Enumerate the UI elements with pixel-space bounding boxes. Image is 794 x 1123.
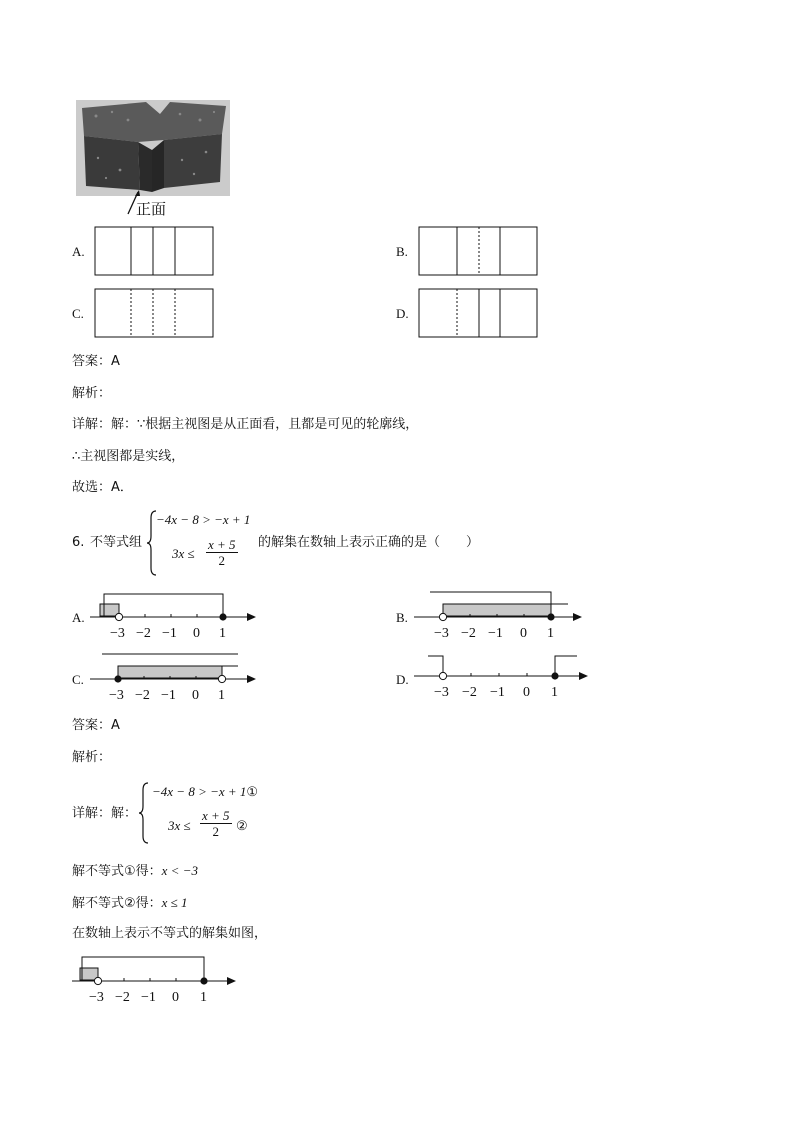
q5-option-c-figure: [94, 288, 216, 340]
q6-option-d-label: D.: [396, 672, 409, 687]
q5-answer: 答案：A: [72, 354, 120, 369]
q5-choose: 故选：A．: [72, 480, 133, 495]
q6-detail-fraction: [200, 808, 232, 839]
q6-detail-numerator: x + 5: [202, 808, 230, 823]
q6-solve1: [72, 863, 198, 880]
q6-solve1-math: x < −3: [161, 863, 198, 878]
q6-solve2-math: x ≤ 1: [161, 895, 188, 910]
tick-label: 0: [193, 626, 200, 641]
q5-option-d-label: D.: [396, 306, 409, 321]
tick-label: −1: [488, 626, 503, 641]
tick-label: 1: [219, 626, 226, 641]
tick-label: −3: [434, 685, 449, 700]
q6-detail-brace: [138, 782, 150, 844]
q6-detail-label: 详解：解：: [72, 806, 138, 821]
object-photo-image: [76, 100, 230, 196]
q6-answer: 答案：A: [72, 718, 120, 733]
q6-option-b[interactable]: [396, 586, 596, 646]
q5-option-a-label: A.: [72, 244, 85, 259]
tick-label: 1: [200, 990, 207, 1005]
q6-ineq1: −4x − 8 > −x + 1: [156, 512, 251, 527]
q6-option-a[interactable]: [72, 586, 272, 646]
tick-label: −1: [490, 685, 505, 700]
q5-therefore: ∴主视图都是实线，: [72, 449, 185, 464]
tick-label: −3: [89, 990, 104, 1005]
q6-option-b-label: B.: [396, 610, 408, 625]
q6-option-c[interactable]: [72, 648, 272, 708]
tick-label: −2: [462, 685, 477, 700]
q5-analysis-label: 解析：: [72, 386, 112, 401]
q6-detail-circle1: ①: [246, 784, 259, 799]
q6-solve1-label: 解不等式①得：: [72, 864, 162, 879]
tick-label: −2: [135, 688, 150, 703]
q6-analysis-label: 解析：: [72, 750, 112, 765]
q6-option-a-numberline: [90, 586, 270, 646]
q6-ineq2-left: 3x ≤: [172, 546, 195, 561]
q6-option-d-numberline: [414, 648, 596, 708]
q6-number-line-text: 在数轴上表示不等式的解集如图，: [72, 926, 268, 941]
tick-label: 1: [551, 685, 558, 700]
q6-prefix: 不等式组: [90, 535, 143, 550]
tick-label: −2: [461, 626, 476, 641]
q6-final-numberline: [72, 954, 252, 1010]
q6-stem: [72, 508, 592, 580]
object-photo: [76, 100, 230, 196]
tick-label: 1: [218, 688, 225, 703]
q6-detail-denominator: 2: [212, 824, 220, 839]
tick-label: 0: [172, 990, 179, 1005]
q5-option-d-figure: [418, 288, 540, 340]
tick-label: −1: [161, 688, 176, 703]
tick-label: −1: [141, 990, 156, 1005]
q6-solve2: [72, 895, 188, 912]
q6-detail-ineq1: [152, 784, 258, 800]
tick-label: 0: [520, 626, 527, 641]
tick-label: −1: [162, 626, 177, 641]
tick-label: −2: [115, 990, 130, 1005]
front-caption: 正面: [136, 200, 167, 218]
tick-label: 0: [192, 688, 199, 703]
tick-label: −2: [136, 626, 151, 641]
q6-ineq2-numerator: x + 5: [208, 537, 236, 552]
q6-option-d[interactable]: [396, 648, 596, 708]
q6-solve2-label: 解不等式②得：: [72, 896, 162, 911]
q6-option-b-numberline: [414, 586, 596, 646]
q6-option-a-label: A.: [72, 610, 85, 625]
q6-suffix: 的解集在数轴上表示正确的是（ ）: [258, 535, 480, 550]
tick-label: −3: [110, 626, 125, 641]
tick-label: −3: [434, 626, 449, 641]
tick-label: 0: [523, 685, 530, 700]
q5-detail: 详解：解：∵根据主视图是从正面看，且都是可见的轮廓线，: [72, 417, 419, 432]
q6-ineq2-fraction: [206, 537, 238, 568]
tick-label: −3: [109, 688, 124, 703]
q6-number: 6.: [72, 535, 85, 550]
q6-detail-ineq2-left: 3x ≤: [168, 818, 191, 833]
tick-label: 1: [547, 626, 554, 641]
q6-final-numberline-figure: [72, 954, 252, 1010]
q6-option-c-label: C.: [72, 672, 84, 687]
q6-detail-circle2: ②: [236, 818, 248, 833]
q6-detail: [72, 780, 372, 846]
q5-option-c-label: C.: [72, 306, 84, 321]
q5-option-b-figure: [418, 226, 540, 278]
q6-option-c-numberline: [90, 648, 270, 708]
q5-option-a-figure: [94, 226, 216, 278]
q6-detail-ineq1-text: −4x − 8 > −x + 1: [152, 784, 247, 799]
q5-option-b-label: B.: [396, 244, 408, 259]
q6-ineq2-denominator: 2: [218, 553, 226, 568]
